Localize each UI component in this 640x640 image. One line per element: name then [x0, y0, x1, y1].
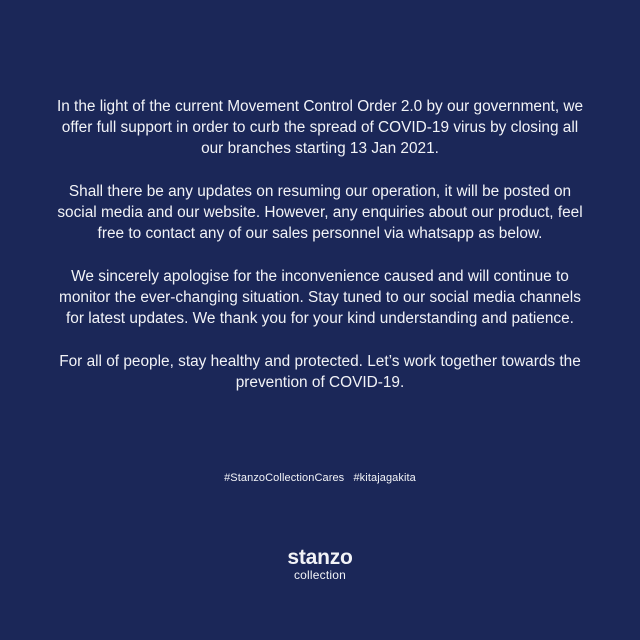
- announcement-message: [50, 96, 590, 415]
- paragraph-stay-healthy: For all of people, stay healthy and protected. Let’s work together towards the prevention of COVID-19.: [59, 353, 581, 391]
- hashtag-stanzo-cares: #StanzoCollectionCares: [224, 472, 345, 484]
- hashtag-kitajagakita: #kitajagakita: [353, 472, 416, 484]
- paragraph-closure: In the light of the current Movement Control Order 2.0 by our government, we offer full support in order to curb the spread of COVID-19 virus by closing all our branches starting 13 Jan 2021.: [56, 98, 584, 157]
- brand-subtitle: collection: [293, 568, 347, 582]
- brand-logo: [0, 548, 640, 582]
- hashtags: [0, 472, 640, 484]
- brand-name: stanzo: [287, 546, 353, 569]
- paragraph-updates: Shall there be any updates on resuming our operation, it will be posted on social media and our website. However, any enquiries about our product, feel free to contact any of our sales personnel via whatsapp as below.: [57, 183, 583, 242]
- paragraph-apology: We sincerely apologise for the inconvenience caused and will continue to monitor the ever-changing situation. Stay tuned to our social media channels for latest updates. We thank you for your kind understanding and patience.: [59, 268, 581, 327]
